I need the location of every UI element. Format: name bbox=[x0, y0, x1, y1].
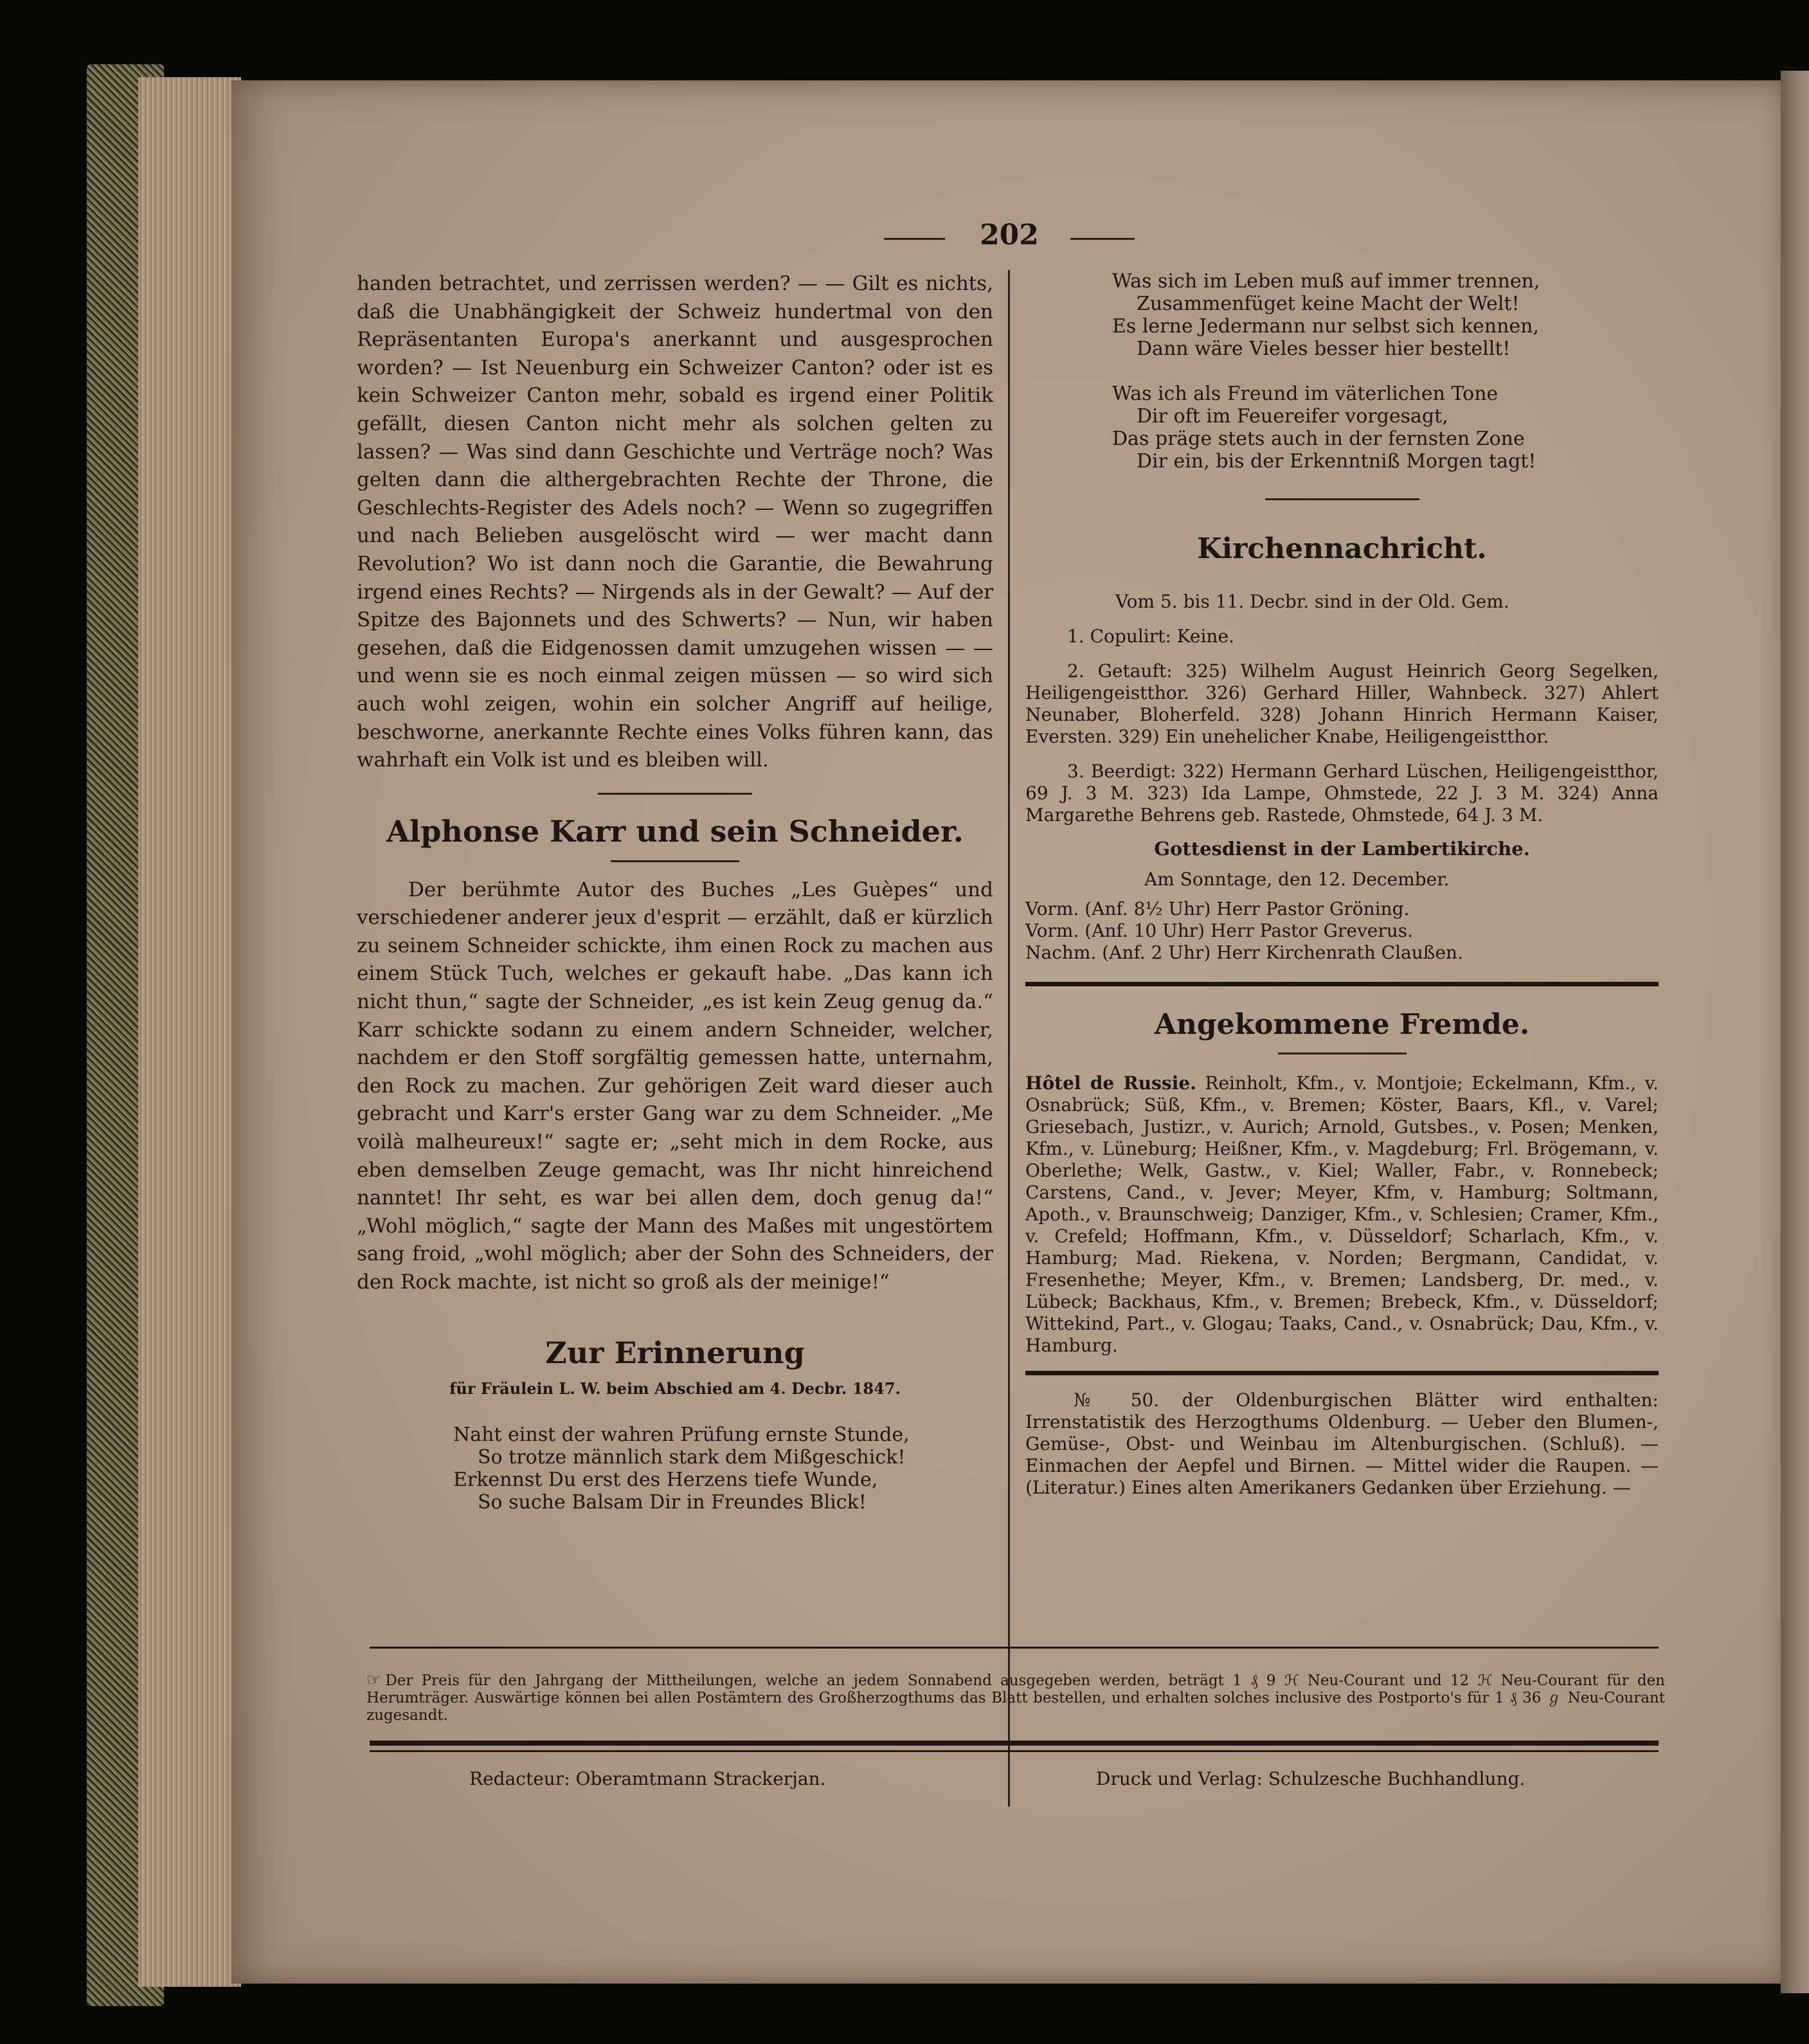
hotel-name: Hôtel de Russie. bbox=[1025, 1072, 1196, 1094]
service-entry: Vorm. (Anf. 8½ Uhr) Herr Pastor Gröning. bbox=[1025, 898, 1410, 919]
footer-top-rule bbox=[370, 1647, 1659, 1649]
right-column bbox=[1025, 270, 1659, 1499]
baptisms: 2. Getauft: 325) Wilhelm August Heinrich Georg Segelken, Heiligengeistthor. 326) Gerhard Hiller, Wahnbeck. 327) Ahlert Neunaber, Bloherfeld. 328) Johann Hinrich Hermann Kaiser, Eversten. 329) Ein unehelicher Knabe, Heiligengeistthor. bbox=[1025, 660, 1659, 747]
price-notice-text: Der Preis für den Jahrgang der Mittheilungen, welche an jedem Sonnabend ausgegeben werden, beträgt 1 ₰ 9 ℋ Neu-Courant und 12 ℋ Neu-Courant für den Herumträger. Auswärtige können bei allen Postämtern des Großherzogthums das Blatt bestellen, und erhalten solches inclusive des Postporto's für 1 ₰ 36 ℊ Neu-Courant zugesandt. bbox=[366, 1672, 1665, 1724]
poem-line: Was sich im Leben muß auf immer trennen, bbox=[1112, 270, 1540, 293]
poem-line: Zusammenfüget keine Macht der Welt! bbox=[1137, 293, 1520, 315]
thick-rule bbox=[1025, 1371, 1659, 1375]
poem-line: Es lerne Jedermann nur selbst sich kennen, bbox=[1112, 315, 1540, 338]
poem-line: Was ich als Freund im väterlichen Tone bbox=[1112, 383, 1498, 405]
political-article-text: handen betrachtet, und zerrissen werden? — — Gilt es nichts, daß die Unabhängigkeit der Schweiz hundertmal von den Repräsentanten Europa's anerkannt und ausgesprochen worden? — Ist Neuenburg ein Schweizer Canton? oder ist es kein Schweizer Canton mehr, sobald es irgend einer Politik gefällt, diesen Canton nicht mehr als solchen gelten zu lassen? — Was sind dann Geschichte und Verträge noch? Was gelten dann die althergebrachten Rechte der Throne, die Geschlechts-Register des Adels noch? — Wenn so zugegriffen und nach Belieben ausgelöscht wird — wer macht dann Revolution? Wo ist dann noch die Garantie, die Bewahrung irgend eines Rechts? — Nirgends als in der Gewalt? — Auf der Spitze des Bajonnets und des Schwerts? — Nun, wir haben gesehen, daß die Eidgenossen damit umzugehen wissen — — und wenn sie es noch einmal zeigen müssen — so wird sich auch wohl zeigen, wohin ein solcher Angriff auf heilige, beschworne, anerkannte Rechte eines Volks führen kann, das wahrhaft ein Volk ist und es bleiben will. bbox=[357, 272, 993, 772]
poem-title: Zur Erinnerung bbox=[545, 1335, 805, 1370]
poem-line: Naht einst der wahren Prüfung ernste Stunde, bbox=[453, 1423, 910, 1446]
poem-line: So trotze männlich stark dem Mißgeschick! bbox=[478, 1445, 906, 1469]
left-column bbox=[357, 270, 993, 1514]
footer-rule-thin bbox=[370, 1750, 1659, 1752]
page-number: 202 bbox=[980, 219, 1039, 251]
poem-line: Dir ein, bis der Erkenntniß Morgen tagt! bbox=[1137, 450, 1536, 473]
adjacent-page-edge bbox=[1781, 71, 1809, 1993]
page-edges bbox=[138, 77, 241, 1987]
poem-line: Das präge stets auch in der fernsten Zone bbox=[1112, 428, 1525, 450]
editor-credit: Redacteur: Oberamtmann Strackerjan. bbox=[469, 1768, 826, 1789]
article-title: Alphonse Karr und sein Schneider. bbox=[386, 813, 964, 849]
footer-rule bbox=[370, 1741, 1659, 1746]
poem-stanza-2 bbox=[1112, 270, 1659, 360]
poem-line: So suche Balsam Dir in Freundes Blick! bbox=[478, 1490, 867, 1514]
header-rule-left bbox=[884, 238, 945, 240]
service-date: Am Sonntage, den 12. December. bbox=[1144, 869, 1450, 890]
thick-rule bbox=[1025, 982, 1659, 986]
blaetter-notice: № 50. der Oldenburgischen Blätter wird enthalten: Irrenstatistik des Herzogthums Oldenburg. — Ueber den Blumen-, Gemüse-, Obst- und Weinbau im Altenburgischen. (Schluß). — Einmachen der Aepfel und Birnen. — Mittel wider die Raupen. — (Literatur.) Eines alten Amerikaners Gedanken über Erziehung. — bbox=[1025, 1389, 1659, 1498]
section-rule bbox=[598, 793, 752, 795]
title-rule bbox=[1278, 1053, 1407, 1054]
column-divider bbox=[1008, 270, 1010, 1807]
poem-line: Erkennst Du erst des Herzens tiefe Wunde, bbox=[453, 1468, 878, 1491]
section-rule bbox=[1265, 498, 1419, 500]
marriages: 1. Copulirt: Keine. bbox=[1067, 626, 1234, 647]
church-news-title: Kirchennachricht. bbox=[1197, 532, 1487, 565]
hotel-arrivals bbox=[1025, 1072, 1659, 1357]
hotel-guests: Reinholt, Kfm., v. Montjoie; Eckelmann, Kfm., v. Osnabrück; Süß, Kfm., v. Bremen; Köster, Baars, Kfl., v. Varel; Griesebach, Justizr., v. Aurich; Arnold, Gutsbes., v. Posen; Menken, Kfm., v. Lüneburg; Heißner, Kfm., v. Magdeburg; Frl. Brögemann, v. Oberlethe; Welk, Gastw., v. Kiel; Waller, Fabr., v. Ronnebeck; Carstens, Cand., v. Jever; Meyer, Kfm, v. Hamburg; Soltmann, Apoth., v. Braunschweig; Danziger, Kfm., v. Schlesien; Cramer, Kfm., v. Crefeld; Hoffmann, Kfm., v. Düsseldorf; Scharlach, Kfm., v. Hamburg; Mad. Riekena, v. Norden; Bergmann, Candidat, v. Fresenhethe; Meyer, Kfm., v. Bremen; Landsberg, Dr. med., v. Lübeck; Backhaus, Kfm., v. Bremen; Brebeck, Kfm., v. Düsseldorf; Wittekind, Part., v. Glogau; Taaks, Cand., v. Osnabrück; Dau, Kfm., v. Hamburg. bbox=[1025, 1072, 1659, 1356]
header-rule-right bbox=[1070, 238, 1135, 240]
karr-article-text: Der berühmte Autor des Buches „Les Guèpes“ und verschiedener anderer jeux d'esprit — erzählt, daß er kürzlich zu seinem Schneider schickte, ihm einen Rock zu machen aus einem Stück Tuch, welches er gekauft habe. „Das kann ich nicht thun,“ sagte der Schneider, „es ist kein Zeug genug da.“ Karr schickte sodann zu einem andern Schneider, welcher, nachdem er den Stoff sorgfältig gemessen hatte, unternahm, den Rock zu machen. Zur gehörigen Zeit ward dieser auch gebracht und Karr's erster Gang war zu dem Schneider. „Me voilà malheureux!“ sagte er; „seht mich in dem Rocke, aus eben demselben Zeuge gemacht, was Ihr nicht hinreichend nanntet! Ihr seht, es war bei allen dem, doch genug da!“ „Wohl möglich,“ sagte der Mann des Maßes mit ungestörtem sang froid, „wohl möglich; aber der Sohn des Schneiders, der den Rock machte, ist nicht so groß als der meinige!“ bbox=[357, 878, 993, 1294]
poem-line: Dann wäre Vieles besser hier bestellt! bbox=[1137, 338, 1511, 360]
poem-dedication: für Fräulein L. W. beim Abschied am 4. Decbr. 1847. bbox=[449, 1379, 901, 1398]
service-title: Gottesdienst in der Lambertikirche. bbox=[1154, 838, 1530, 860]
poem-line: Dir oft im Feuereifer vorgesagt, bbox=[1137, 405, 1448, 428]
price-notice bbox=[366, 1672, 1665, 1724]
poem-stanza-3 bbox=[1112, 383, 1659, 473]
service-entry: Nachm. (Anf. 2 Uhr) Herr Kirchenrath Claußen. bbox=[1025, 942, 1463, 963]
strangers-title: Angekommene Fremde. bbox=[1154, 1008, 1530, 1041]
burials: 3. Beerdigt: 322) Hermann Gerhard Lüschen, Heiligengeistthor, 69 J. 3 M. 323) Ida Lampe, Ohmstede, 22 J. 3 M. 324) Anna Margarethe Behrens geb. Rastede, Ohmstede, 64 J. 3 M. bbox=[1025, 761, 1659, 826]
title-rule bbox=[611, 860, 739, 862]
service-list bbox=[1025, 898, 1659, 964]
poem-stanza bbox=[453, 1424, 993, 1514]
pointing-hand-icon: ☞ bbox=[366, 1670, 382, 1690]
service-entry: Vorm. (Anf. 10 Uhr) Herr Pastor Greverus. bbox=[1025, 920, 1414, 941]
publisher-credit: Druck und Verlag: Schulzesche Buchhandlung. bbox=[1096, 1768, 1526, 1789]
church-news-intro: Vom 5. bis 11. Decbr. sind in der Old. Gem. bbox=[1115, 591, 1509, 612]
